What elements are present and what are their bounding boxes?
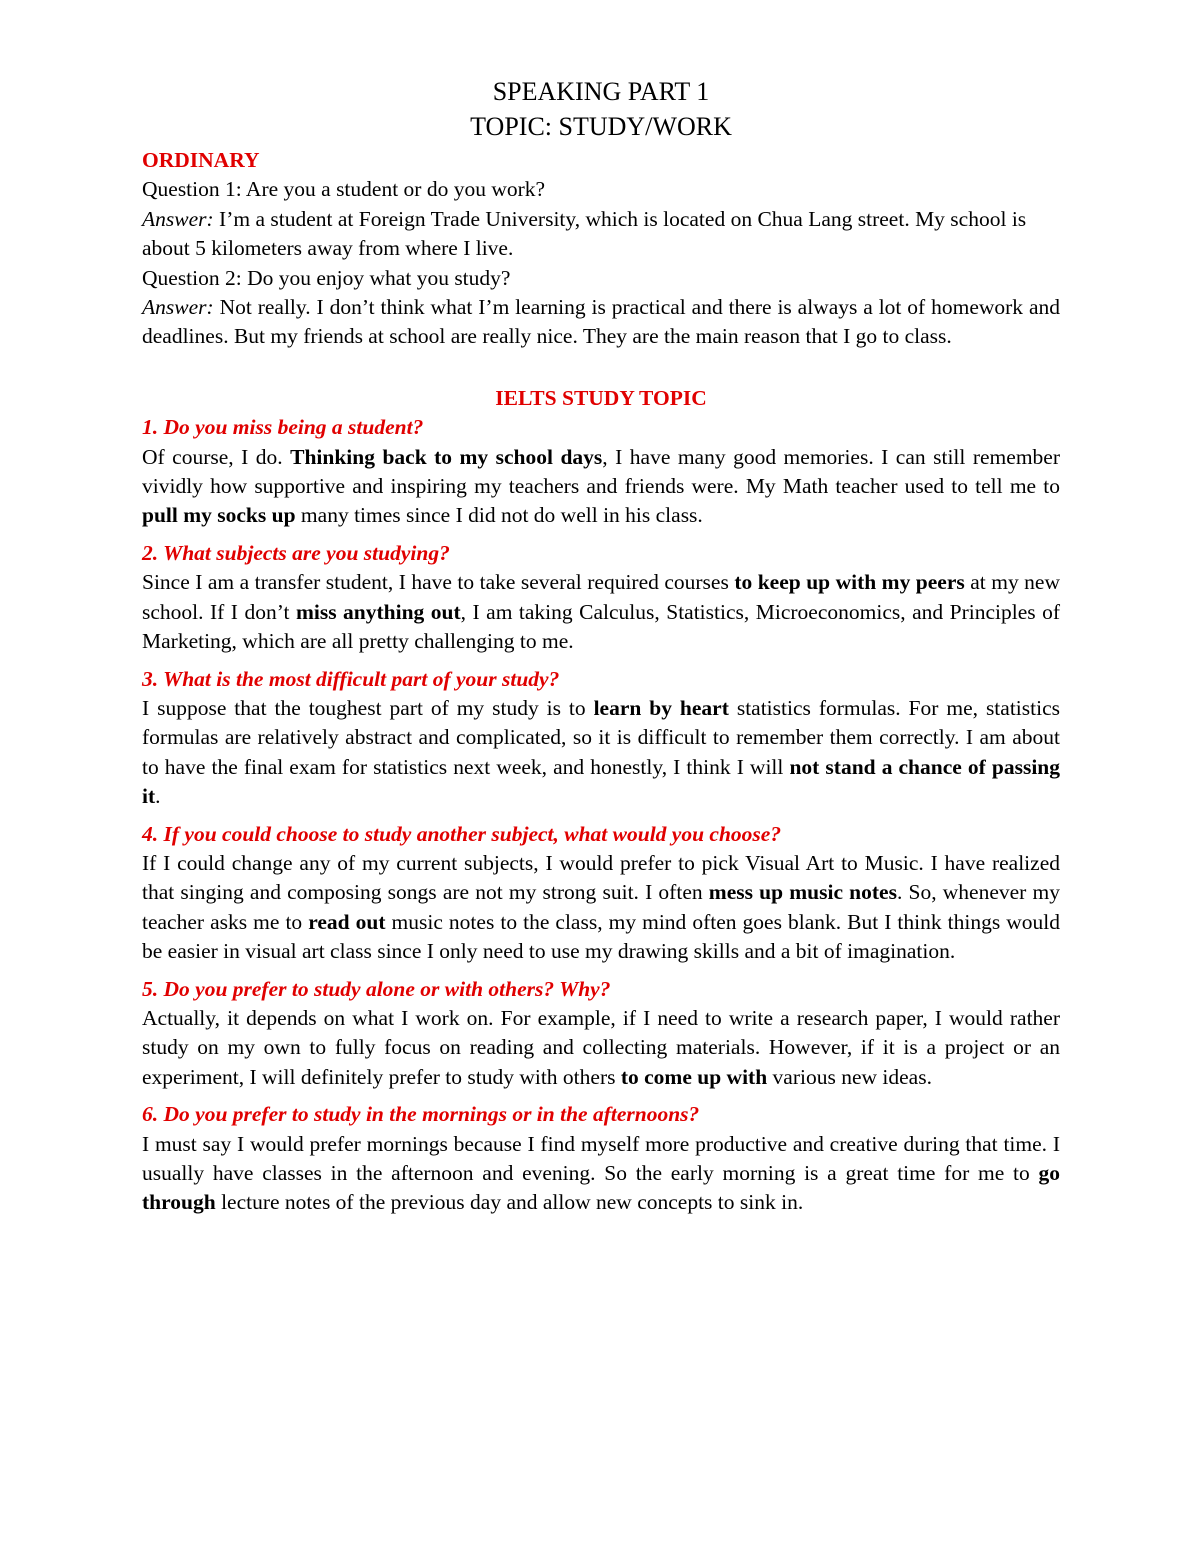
key-phrase: learn by heart — [593, 695, 729, 720]
document-page — [142, 74, 1060, 1218]
question-title: 3. What is the most difficult part of your study? — [142, 666, 560, 691]
answer-text: Actually, it depends on what I work on. For example, if I need to write a research paper, I would rather study on my own to fully focus on reading and collecting materials. However, if it is a project or an experiment, I will definitely prefer to study with others — [142, 1005, 1060, 1089]
answer-text: various new ideas. — [767, 1064, 932, 1089]
answer-paragraph — [142, 443, 1060, 531]
question-block-3 — [142, 665, 1060, 812]
answer-text: , I am taking Calculus, Statistics, Microeconomics, and Principles of Marketing, which are all pretty challenging to me. — [142, 599, 1060, 654]
answer-paragraph — [142, 849, 1060, 967]
question-title: 5. Do you prefer to study alone or with others? Why? — [142, 976, 611, 1001]
answer-text: Of course, I do. — [142, 444, 291, 469]
key-phrase: pull my socks up — [142, 503, 296, 528]
key-phrase: miss anything out — [295, 599, 461, 624]
question-block-5 — [142, 975, 1060, 1093]
answer-text: I must say I would prefer mornings because I find myself more productive and creative during that time. I usually have classes in the afternoon and evening. So the early morning is a great time for me to — [142, 1131, 1060, 1185]
ordinary-answer-1 — [142, 205, 1060, 264]
document-title-line1: SPEAKING PART 1 — [492, 77, 710, 106]
question-block-1 — [142, 413, 1060, 531]
question-block-4 — [142, 820, 1060, 967]
answer-paragraph — [142, 1004, 1060, 1092]
answer-paragraph — [142, 694, 1060, 812]
ordinary-heading: ORDINARY — [142, 148, 260, 172]
answer-text: , I have many good memories. I can still remember vividly how supportive and inspiring my teachers and friends were. My Math teacher used to tell me to — [142, 444, 1060, 499]
question-title: 6. Do you prefer to study in the mornings or in the afternoons? — [142, 1102, 700, 1127]
answer-paragraph — [142, 568, 1060, 656]
answer-text: statistics formulas. For me, statistics formulas are relatively abstract and complicated, so it is difficult to remember them correctly. I am about to have the final exam for statistics next week, and honestly, I think I will — [142, 695, 1060, 779]
question-title: 4. If you could choose to study another subject, what would you choose? — [142, 821, 782, 846]
answer-text: . So, whenever my teacher asks me to — [142, 880, 1060, 934]
document-title-line2: TOPIC: STUDY/WORK — [470, 112, 732, 141]
answer-text: I suppose that the toughest part of my study is to — [142, 695, 594, 720]
key-phrase: not stand a chance of passing it — [142, 754, 1061, 809]
key-phrase: mess up music notes — [708, 880, 897, 905]
question-block-6 — [142, 1100, 1060, 1218]
answer-paragraph — [142, 1130, 1060, 1218]
key-phrase: read out — [308, 909, 386, 934]
key-phrase: to keep up with my peers — [734, 570, 965, 595]
key-phrase: go through — [142, 1161, 1060, 1215]
answer-text: I’m a student at Foreign Trade University, which is located on Chua Lang street. My school is about 5 kilometers away from where I live. — [142, 206, 1027, 261]
answer-text: Not really. I don’t think what I’m learning is practical and there is always a lot of homework and deadlines. But my friends at school are really nice. They are the main reason that I go to class. — [142, 295, 1060, 349]
ordinary-answer-2 — [142, 293, 1060, 352]
answer-text: Since I am a transfer student, I have to take several required courses — [142, 570, 735, 595]
answer-text: many times since I did not do well in his class. — [295, 503, 703, 528]
answer-text: If I could change any of my current subjects, I would prefer to pick Visual Art to Music. I have realized that singing and composing songs are not my strong suit. I often — [142, 850, 1060, 905]
answer-text: at my new school. If I don’t — [142, 570, 1061, 624]
ordinary-question-1: Question 1: Are you a student or do you work? — [142, 177, 546, 202]
key-phrase: to come up with — [620, 1064, 768, 1089]
question-block-2 — [142, 539, 1060, 657]
question-title: 1. Do you miss being a student? — [142, 415, 424, 440]
question-title: 2. What subjects are you studying? — [142, 540, 450, 565]
answer-text: . — [155, 784, 161, 809]
answer-text: music notes to the class, my mind often goes blank. But I think things would be easier in visual art class since I only need to use my drawing skills and a bit of imagination. — [142, 909, 1061, 964]
ordinary-question-2: Question 2: Do you enjoy what you study? — [142, 265, 511, 290]
answer-label: Answer: — [142, 206, 214, 231]
answer-text: lecture notes of the previous day and allow new concepts to sink in. — [215, 1190, 804, 1215]
ielts-heading: IELTS STUDY TOPIC — [495, 385, 707, 410]
key-phrase: Thinking back to my school days — [290, 444, 603, 469]
answer-label: Answer: — [142, 295, 214, 320]
